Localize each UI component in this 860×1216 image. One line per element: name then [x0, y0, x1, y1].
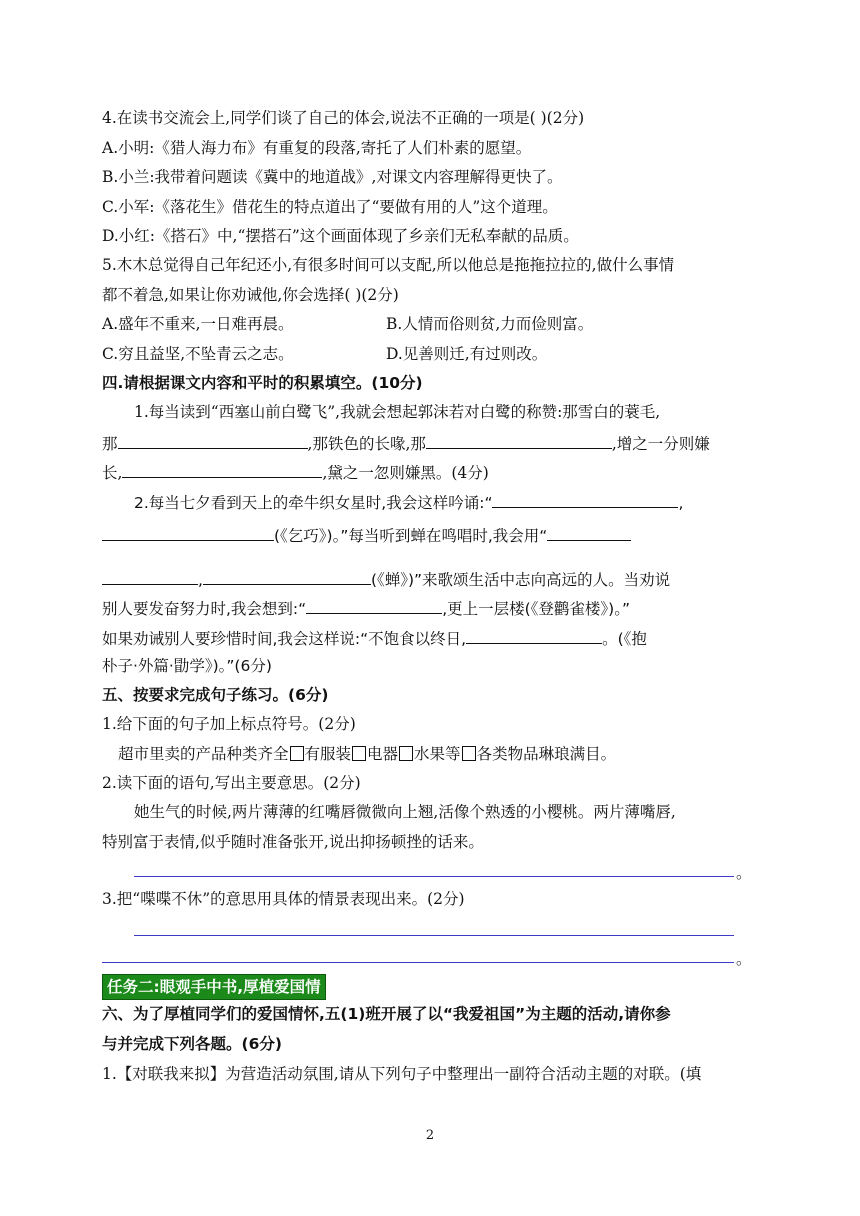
punctuation-box[interactable]	[352, 746, 366, 761]
text: (《蝉》)”来歌颂生活中志向高远的人。当劝说	[370, 571, 671, 589]
section4-heading: 四.请根据课文内容和平时的积累填空。(10分)	[102, 374, 423, 392]
s5-q1-sentence	[118, 743, 616, 765]
q5-stem-line2: 都不着急,如果让你劝诫他,你会选择( )(2分)	[102, 286, 399, 304]
punctuation-box[interactable]	[399, 746, 413, 761]
period: 。	[736, 950, 752, 968]
task-badge: 任务二:眼观手中书,厚植爱国情	[102, 974, 326, 1000]
blank-10[interactable]	[466, 626, 602, 644]
q5-option-d: D.见善则迁,有过则改。	[386, 345, 548, 363]
text: 。(《抱	[602, 630, 647, 648]
section5-heading: 五、按要求完成句子练习。(6分)	[102, 686, 329, 704]
text: ,	[198, 571, 203, 589]
q4-option-d: D.小红:《搭石》中,“摆搭石”这个画面体现了乡亲们无私奉献的品质。	[102, 227, 579, 245]
blank-2[interactable]	[426, 431, 612, 449]
text: 超市里卖的产品种类齐全	[118, 745, 289, 763]
punctuation-box[interactable]	[290, 746, 304, 761]
blank-4[interactable]	[492, 490, 678, 508]
s5-q2: 2.读下面的语句,写出主要意思。(2分)	[102, 774, 361, 792]
s4-p2-line2	[102, 523, 631, 547]
text: ,更上一层楼(《登鹳雀楼》)。”	[442, 600, 630, 618]
text: (《乞巧》)。”每当听到蝉在鸣唱时,我会用“	[274, 527, 548, 545]
s4-p1-line3	[102, 460, 489, 484]
blank-5[interactable]	[102, 523, 274, 541]
s5-q2-text-line2: 特别富于表情,似乎随时准备张开,说出抑扬顿挫的话来。	[102, 833, 484, 851]
page-number: 2	[425, 1128, 435, 1143]
answer-line[interactable]	[134, 935, 734, 936]
s5-q2-text-line1: 她生气的时候,两片薄薄的红嘴唇微微向上翘,活像个熟透的小樱桃。两片薄嘴唇,	[134, 803, 676, 821]
text: 2.每当七夕看到天上的牵牛织女星时,我会这样吟诵:“	[134, 494, 493, 512]
s4-p2-line5	[102, 626, 647, 650]
s5-q1: 1.给下面的句子加上标点符号。(2分)	[102, 715, 356, 733]
answer-line[interactable]	[134, 876, 734, 877]
q5-option-c: C.穷且益坚,不坠青云之志。	[102, 345, 294, 363]
s4-p2-line4	[102, 596, 630, 620]
blank-8[interactable]	[203, 567, 371, 585]
blank-7[interactable]	[102, 567, 198, 585]
text: ,	[678, 494, 684, 512]
text: 电器	[367, 745, 399, 763]
s4-p1-line2	[102, 431, 710, 455]
punctuation-box[interactable]	[462, 746, 476, 761]
q4-option-b: B.小兰:我带着问题读《冀中的地道战》,对课文内容理解得更快了。	[102, 168, 563, 186]
q5-stem-line1: 5.木木总觉得自己年纪还小,有很多时间可以支配,所以他总是拖拖拉拉的,做什么事情	[102, 256, 675, 274]
q4-stem: 4.在读书交流会上,同学们谈了自己的体会,说法不正确的一项是( )(2分)	[102, 109, 585, 127]
section6-heading-line2: 与并完成下列各题。(6分)	[102, 1035, 282, 1053]
text: 那	[102, 435, 118, 453]
blank-6[interactable]	[547, 523, 631, 541]
text: 水果等	[414, 745, 461, 763]
blank-3[interactable]	[122, 460, 322, 478]
q5-option-b: B.人情而俗则贫,力而俭则富。	[386, 315, 594, 333]
q4-option-a: A.小明:《猎人海力布》有重复的段落,寄托了人们朴素的愿望。	[102, 139, 532, 157]
q5-option-a: A.盛年不重来,一日难再晨。	[102, 315, 294, 333]
text: 别人要发奋努力时,我会想到:“	[102, 600, 307, 618]
q4-option-c: C.小军:《落花生》借花生的特点道出了“要做有用的人”这个道理。	[102, 198, 558, 216]
period: 。	[736, 864, 752, 882]
s4-p2-line3	[102, 567, 670, 591]
text: ,黛之一忽则嫌黑。(4分)	[322, 464, 489, 482]
s4-p1-line1: 1.每当读到“西塞山前白鹭飞”,我就会想起郭沫若对白鹭的称赞:那雪白的蓑毛,	[134, 403, 661, 421]
s4-p2-line1	[134, 490, 683, 514]
text: ,那铁色的长喙,那	[307, 435, 426, 453]
blank-1[interactable]	[118, 431, 308, 449]
text: 有服装	[304, 745, 352, 763]
s4-p2-line6: 朴子·外篇·勖学》)。”(6分)	[102, 657, 272, 675]
s6-q1: 1.【对联我来拟】为营造活动氛围,请从下列句子中整理出一副符合活动主题的对联。(填	[102, 1065, 702, 1083]
s5-q3: 3.把“喋喋不休”的意思用具体的情景表现出来。(2分)	[102, 890, 465, 908]
answer-line[interactable]	[102, 962, 734, 963]
text: ,增之一分则嫌	[611, 435, 710, 453]
text: 各类物品琳琅满目。	[476, 745, 617, 763]
blank-9[interactable]	[306, 596, 442, 614]
section6-heading-line1: 六、为了厚植同学们的爱国情怀,五(1)班开展了以“我爱祖国”为主题的活动,请你参	[102, 1005, 671, 1023]
text: 如果劝诫别人要珍惜时间,我会这样说:“不饱食以终日,	[102, 630, 467, 648]
text: 长,	[102, 464, 123, 482]
